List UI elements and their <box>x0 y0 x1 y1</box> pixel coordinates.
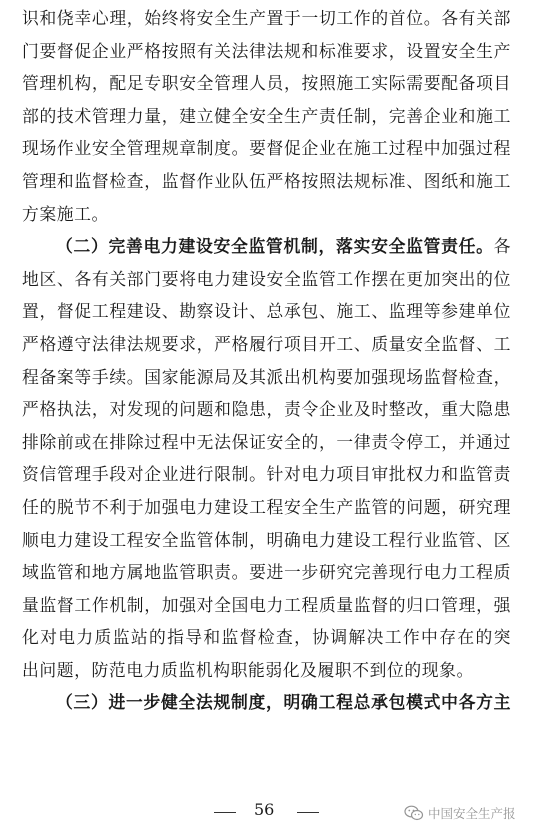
page-number: 56 <box>254 800 275 819</box>
page-number-left-dash <box>214 812 236 813</box>
text-line: 识和侥幸心理，始终将安全生产置于一切工作的首位。各有关部 <box>22 8 511 28</box>
text-line: 管理机构，配足专职安全管理人员，按照施工实际需要配备项目 <box>22 73 511 94</box>
text-line: 方案施工。 <box>22 203 109 224</box>
text-line: 出问题，防范电力质监机构职能弱化及履职不到位的现象。 <box>22 659 474 680</box>
source-watermark <box>404 804 516 822</box>
text-line: 门要督促企业严格按照有关法律法规和标准要求，设置安全生产 <box>22 40 511 61</box>
text-line: 化对电力质监站的指导和监督检查，协调解决工作中存在的突 <box>22 627 511 648</box>
text-line: 地区、各有关部门要将电力建设安全监管工作摆在更加突出的位 <box>22 268 511 289</box>
wechat-icon <box>404 805 424 821</box>
body-text <box>22 2 511 719</box>
text-line: 严格遵守法律法规要求，严格履行项目开工、质量安全监督、工 <box>22 333 511 354</box>
section-heading-3: （三）进一步健全法规制度，明确工程总承包模式中各方主 <box>56 692 511 713</box>
page-footer <box>0 792 533 832</box>
section-heading-line <box>22 230 511 263</box>
text-line: 管理和监督检查，监督作业队伍严格按照法规标准、图纸和施工 <box>22 170 511 191</box>
text-line: 任的脱节不利于加强电力建设工程安全生产监管的问题，研究理 <box>22 496 511 517</box>
section-heading-2: （二）完善电力建设安全监管机制，落实安全监管责任。 <box>56 236 494 257</box>
text-line: 资信管理手段对企业进行限制。针对电力项目审批权力和监管责 <box>22 464 511 485</box>
text-line: 现场作业安全管理规章制度。要督促企业在施工过程中加强过程 <box>22 138 511 159</box>
text-line: 严格执法，对发现的问题和隐患，责令企业及时整改，重大隐患 <box>22 399 511 420</box>
text-line: 置，督促工程建设、勘察设计、总承包、施工、监理等参建单位 <box>22 301 511 322</box>
text-line: 域监管和地方属地监管职责。要进一步研究完善现行电力工程质 <box>22 562 511 583</box>
watermark-text: 中国安全生产报 <box>428 806 516 821</box>
text-line: 排除前或在排除过程中无法保证安全的，一律责令停工，并通过 <box>22 431 511 452</box>
text-line: 程备案等手续。国家能源局及其派出机构要加强现场监督检查， <box>22 366 511 387</box>
text-line: 量监督工作机制，加强对全国电力工程质量监督的归口管理，强 <box>22 594 511 615</box>
heading-tail-text: 各 <box>493 236 511 257</box>
text-line: 顺电力建设工程安全监管体制，明确电力建设工程行业监管、区 <box>22 529 511 550</box>
text-line: 部的技术管理力量，建立健全安全生产责任制，完善企业和施工 <box>22 105 511 126</box>
page-number-right-dash <box>297 812 319 813</box>
